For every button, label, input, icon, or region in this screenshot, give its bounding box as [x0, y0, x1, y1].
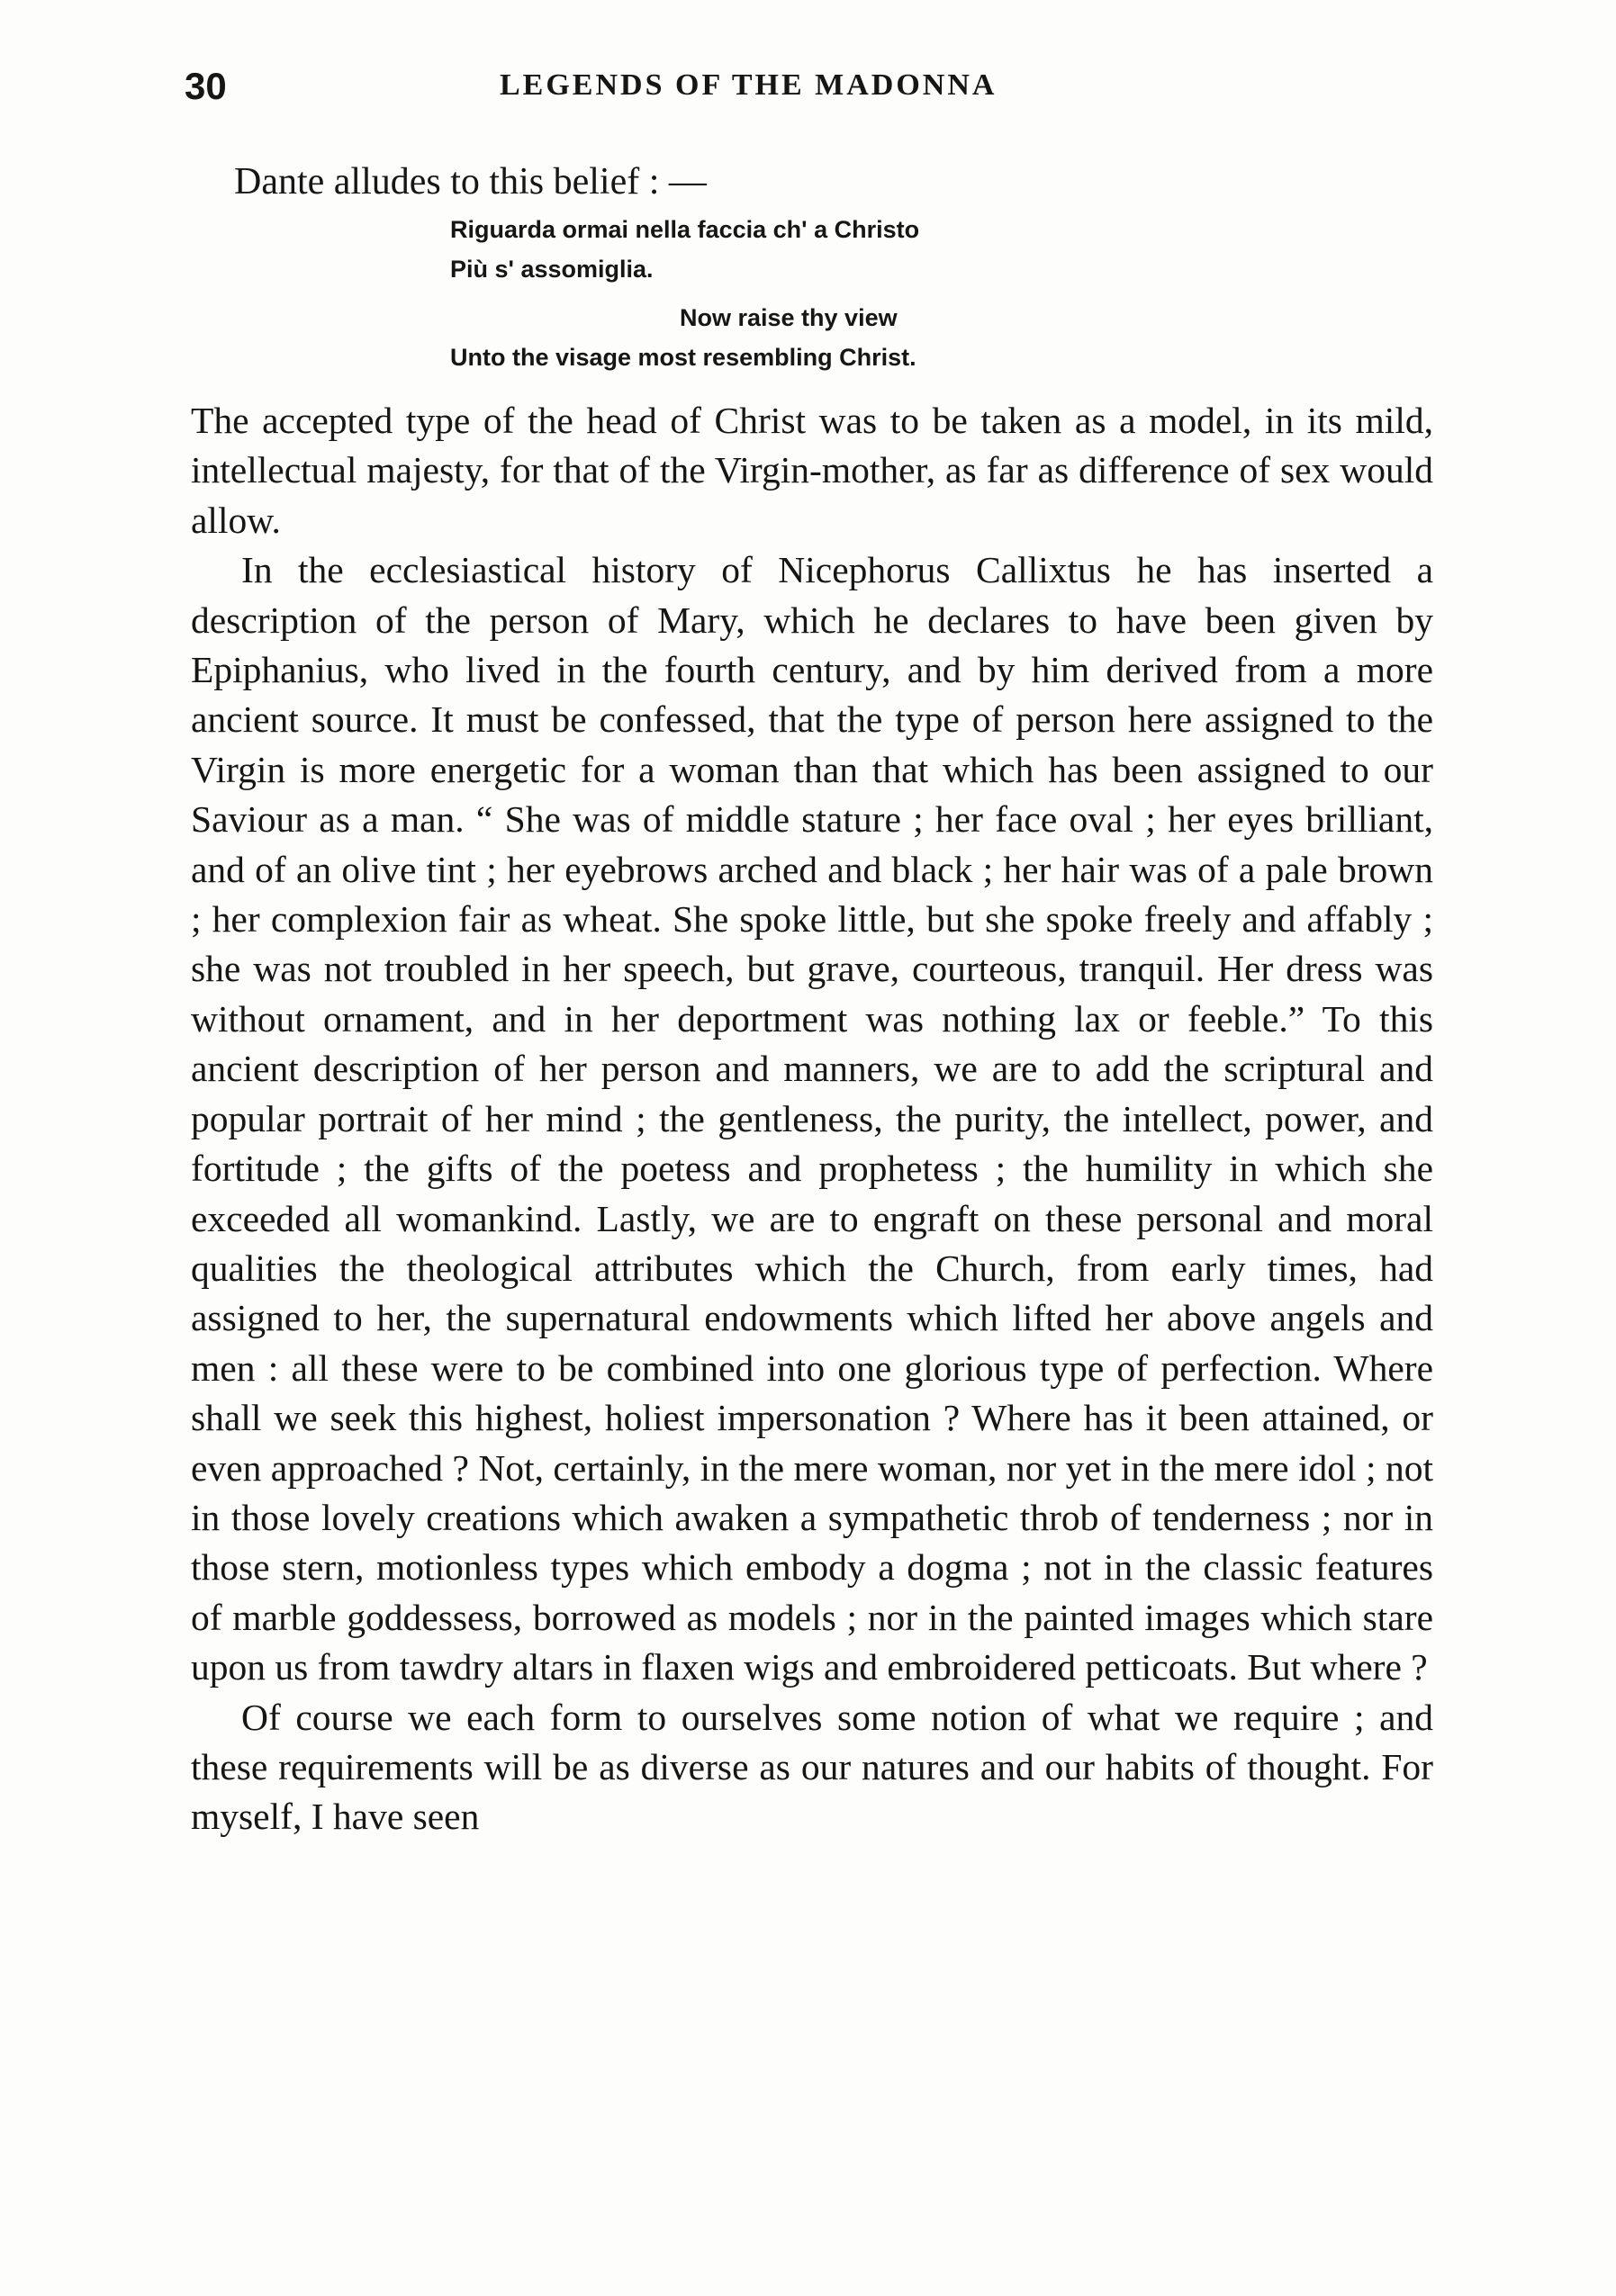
body-text — [191, 396, 1433, 1842]
paragraph: In the ecclesiastical history of Nicephorus Callixtus he has inserted a description of the person of Mary, which he declares to have been given by Epiphanius, who lived in the fourth century, and by him derived from a more ancient source. It must be confessed, that the type of person here assigned to the Virgin is more energetic for a woman than that which has been assigned to our Saviour as a man. “ She was of middle stature ; her face oval ; her eyes brilliant, and of an olive tint ; her eyebrows arched and black ; her hair was of a pale brown ; her complexion fair as wheat. She spoke little, but she spoke freely and affably ; she was not troubled in her speech, but grave, courteous, tranquil. Her dress was without ornament, and in her deportment was nothing lax or feeble.” To this ancient description of her person and manners, we are to add the scriptural and popular portrait of her mind ; the gentleness, the purity, the intellect, power, and fortitude ; the gifts of the poetess and prophetess ; the humility in which she exceeded all womankind. Lastly, we are to engraft on these personal and moral qualities the theological attributes which the Church, from early times, had assigned to her, the supernatural endowments which lifted her above angels and men : all these were to be combined into one glorious type of perfection. Where shall we seek this highest, holiest impersonation ? Where has it been attained, or even approached ? Not, certainly, in the mere woman, nor yet in the mere idol ; not in those lovely creations which awaken a sympathetic throb of tenderness ; nor in those stern, motionless types which embody a dogma ; not in the classic features of marble goddessess, borrowed as models ; nor in the painted images which stare upon us from tawdry altars in flaxen wigs and embroidered petticoats. But where ? — [191, 549, 1433, 1688]
verse-line-english-2: Unto the visage most resembling Christ. — [450, 344, 916, 371]
paragraph: The accepted type of the head of Christ was to be taken as a model, in its mild, intellectual majesty, for that of the Virgin-mother, as far as difference of sex would allow. — [191, 400, 1433, 541]
verse-line-italian-1: Riguarda ormai nella faccia ch' a Christo — [450, 216, 920, 243]
verse-line-english-1: Now raise thy view — [680, 304, 898, 331]
running-head: LEGENDS OF THE MADONNA — [500, 68, 998, 102]
paragraph: Of course we each form to ourselves some notion of what we require ; and these requirements will be as diverse as our natures and our habits of thought. For myself, I have seen — [191, 1696, 1433, 1838]
page-number: 30 — [185, 65, 227, 107]
page-header — [0, 65, 1616, 119]
verse-line-italian-2: Più s' assomiglia. — [450, 256, 654, 283]
intro-line: Dante alludes to this belief : — — [234, 161, 707, 203]
